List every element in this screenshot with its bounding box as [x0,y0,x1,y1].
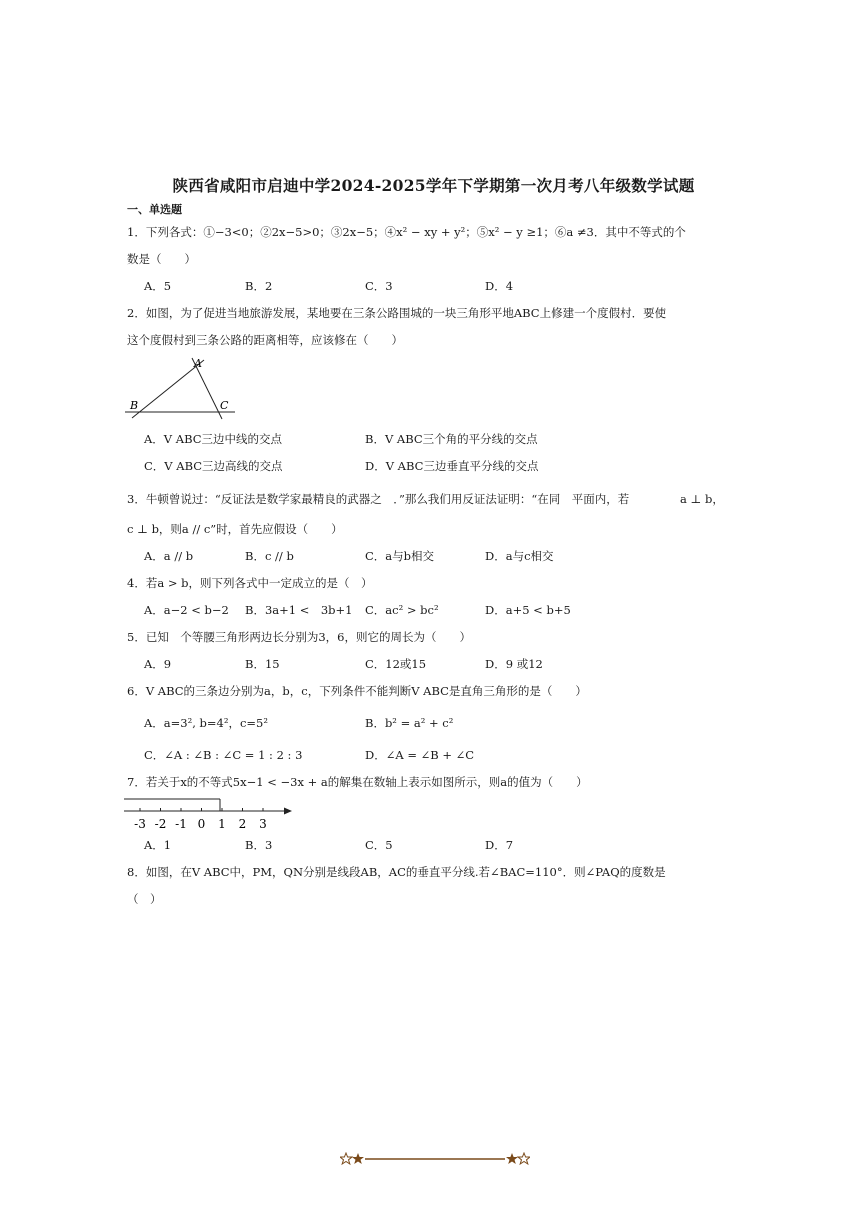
q7-option-c: C．5 [365,838,393,852]
q6-option-d: D．∠A = ∠B + ∠C [365,748,475,762]
q4-option-d: D．a+5 < b+5 [485,603,571,617]
q7-option-b: B．3 [245,838,273,852]
question-3-line-1: 3．牛顿曾说过：“反证法是数学家最精良的武器之 ．”那么我们用反证法证明：“在同 平面内，若 [127,492,630,506]
q2-option-b: B．V ABC三个角的平分线的交点 [365,432,538,446]
question-8-line-2: （ ） [127,892,162,906]
axis-tick-label: 0 [197,817,206,831]
q1-option-a: A．5 [144,279,172,293]
question-2-line-1: 2．如图，为了促进当地旅游发展，某地要在三条公路围城的一块三角形平地ABC上修建一个度假村．要使 [127,306,667,320]
page-title: 陕西省咸阳市启迪中学2024-2025学年下学期第一次月考八年级数学试题 [172,176,695,195]
question-1-line-2: 数是（ ） [127,252,196,266]
q2-option-a: A．V ABC三边中线的交点 [144,432,283,446]
question-5-line-1: 5．已知 个等腰三角形两边长分别为3，6，则它的周长为（ ） [127,630,471,644]
q3-option-b: B．c // b [245,549,294,563]
star-icon [518,1153,530,1164]
question-1-line-1: 1．下列各式：①−3<0；②2x−5>0；③2x−5；④x² − xy + y²；⑤x² − y ≥1；⑥a ≠3．其中不等式的个 [127,225,686,239]
q7-option-d: D．7 [485,838,514,852]
question-8-line-1: 8．如图，在V ABC中，PM，QN分别是线段AB，AC的垂直平分线.若∠BAC=110°．则∠PAQ的度数是 [127,865,666,879]
star-icon [506,1153,518,1164]
q1-option-b: B．2 [245,279,273,293]
star-icon [352,1153,364,1164]
q3-option-a: A．a // b [144,549,194,563]
footer-ornament [340,1152,530,1166]
q1-option-d: D．4 [485,279,514,293]
section-heading: 一、单选题 [127,203,182,216]
question-6-line-1: 6．V ABC的三条边分别为a，b，c，下列条件不能判断V ABC是直角三角形的是（ ） [127,684,587,698]
q5-option-c: C．12或15 [365,657,427,671]
q3-option-c: C．a与b相交 [365,549,435,563]
question-3-line-2: c ⊥ b，则a // c”时，首先应假设（ ） [127,522,343,536]
q2-option-c: C．V ABC三边高线的交点 [144,459,283,473]
axis-tick-label: -1 [175,817,187,831]
vertex-label-a: A [194,357,202,370]
q2-option-d: D．V ABC三边垂直平分线的交点 [365,459,539,473]
axis-tick-label: 3 [259,817,267,831]
axis-tick-label: -2 [154,817,167,831]
q5-option-b: B．15 [245,657,280,671]
q6-option-b: B．b² = a² + c² [365,716,454,730]
q5-option-a: A．9 [144,657,172,671]
question-2-line-2: 这个度假村到三条公路的距离相等，应该修在（ ） [127,333,403,347]
axis-tick-label: -3 [134,817,146,831]
vertex-label-b: B [130,399,139,412]
vertex-label-c: C [220,399,229,412]
q4-option-b: B．3a+1 < 3b+1 [245,603,353,617]
number-line-figure [120,795,300,833]
q5-option-d: D．9 或12 [485,657,543,671]
q4-option-c: C．ac² > bc² [365,603,439,617]
star-icon [340,1153,352,1164]
q7-option-a: A．1 [144,838,172,852]
question-7-line-1: 7．若关于x的不等式5x−1 < −3x + a的解集在数轴上表示如图所示，则a的值为（ ） [127,775,588,789]
question-4-line-1: 4．若a > b，则下列各式中一定成立的是（ ） [127,576,373,590]
q6-option-c: C．∠A : ∠B : ∠C = 1 : 2 : 3 [144,748,303,762]
q1-option-c: C．3 [365,279,393,293]
question-3-line-1-tail: a ⊥ b， [680,492,724,506]
axis-tick-label: 2 [238,817,247,831]
q4-option-a: A．a−2 < b−2 [144,603,229,617]
q6-option-a: A．a=3², b=4²，c=5² [144,716,268,730]
axis-tick-label: 1 [218,817,226,831]
triangle-figure [120,356,240,422]
q3-option-d: D．a与c相交 [485,549,554,563]
